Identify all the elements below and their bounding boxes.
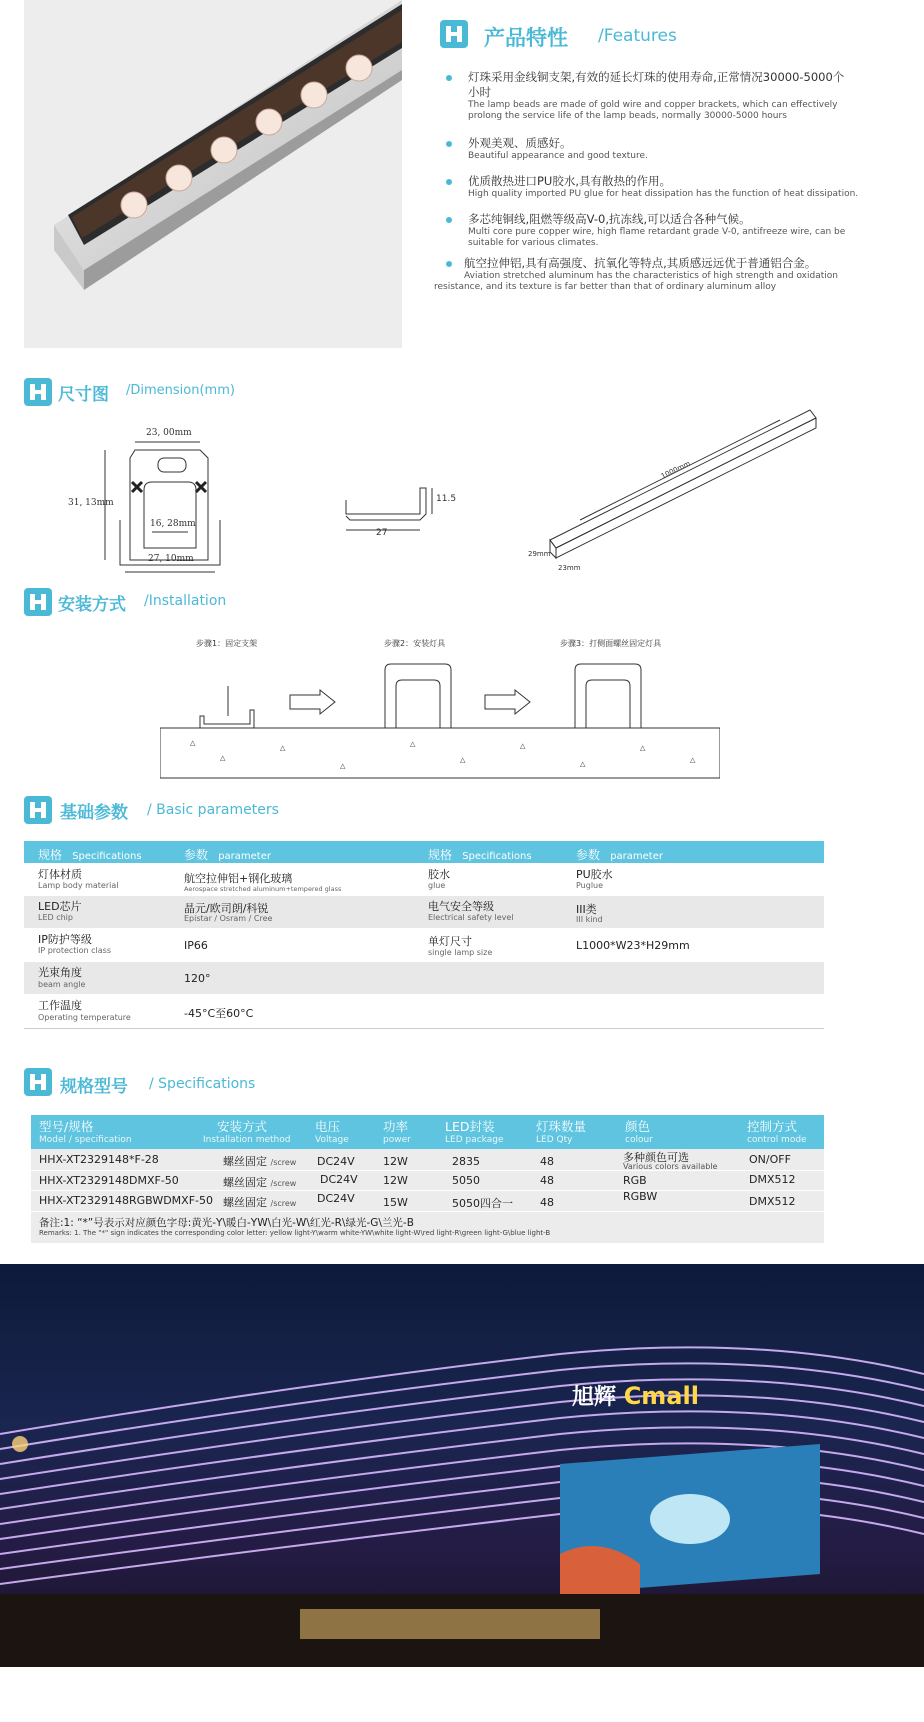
- spec-package: 5050: [452, 1174, 480, 1187]
- installation-diagram: [160, 650, 720, 780]
- feature-text-en: The lamp beads are made of gold wire and copper brackets, which can effectively: [468, 100, 838, 110]
- feature-text-en: Multi core pure copper wire, high flame retardant grade V-0, antifreeze wire, can be: [468, 227, 846, 237]
- feature-text-en: Beautiful appearance and good texture.: [468, 151, 648, 161]
- param-key-en: LED chip: [38, 913, 73, 922]
- dim-label: 23, 00mm: [146, 428, 192, 438]
- header-cn: 颜色: [625, 1119, 651, 1134]
- mall-night-photo: [0, 1264, 924, 1667]
- basic-title: 基础参数: [60, 803, 128, 823]
- spec-model: HHX-XT2329148RGBWDMXF-50: [39, 1194, 213, 1207]
- header-cn: 功率: [383, 1119, 409, 1134]
- specs-remark-cn: 备注:1: “*”号表示对应颜色字母:黄光-Y\暖白-YW\白光-W\红光-R\绿光-G\兰光-B: [39, 1217, 414, 1229]
- table-row: [31, 1171, 824, 1191]
- dim-label: 11.5: [436, 494, 457, 504]
- table-row: [24, 997, 824, 1029]
- header-cn: 规格: [428, 848, 453, 862]
- dimension-profile-drawing: [68, 420, 250, 580]
- svg-text:△: △: [580, 760, 586, 768]
- bullet-icon: [446, 141, 452, 147]
- basic-table-header: [24, 841, 824, 863]
- header-cn: LED封装: [445, 1119, 495, 1134]
- spec-install-en: /screw: [270, 1158, 297, 1167]
- header-en: LED Qty: [536, 1135, 573, 1145]
- basic-subtitle: / Basic parameters: [147, 802, 279, 818]
- mall-facade-illustration: [0, 1264, 924, 1667]
- spec-model: HHX-XT2329148*F-28: [39, 1153, 159, 1166]
- installation-step-label: 步骤3：打侧面螺丝固定灯具: [560, 639, 662, 648]
- dim-label: 29mm: [528, 550, 551, 558]
- feature-item: [446, 212, 906, 249]
- svg-text:△: △: [280, 744, 286, 752]
- feature-text-cn: 外观美观、质感好。: [468, 136, 572, 150]
- param-key: 单灯尺寸: [428, 935, 472, 948]
- spec-voltage: DC24V: [317, 1192, 355, 1205]
- header-en: parameter: [218, 851, 271, 862]
- table-row: [24, 964, 824, 996]
- features-title: 产品特性: [484, 26, 568, 50]
- header-en: colour: [625, 1135, 653, 1145]
- installation-step-label: 步骤1：固定支架: [196, 639, 258, 648]
- header-cn: 安装方式: [217, 1119, 268, 1134]
- svg-text:△: △: [690, 756, 696, 764]
- table-row: [24, 866, 824, 898]
- feature-item: [446, 136, 906, 162]
- header-cn: 型号/规格: [39, 1119, 94, 1134]
- param-value: PU胶水: [576, 868, 613, 881]
- spec-package: 5050四合一: [452, 1197, 513, 1210]
- feature-text-en: resistance, and its texture is far better than that of ordinary aluminum alloy: [434, 282, 777, 292]
- param-value: IP66: [184, 939, 208, 952]
- spec-package: 2835: [452, 1155, 480, 1168]
- led-bar-illustration: [24, 0, 402, 348]
- spec-control: DMX512: [749, 1173, 796, 1186]
- feature-text-cn: 小时: [468, 85, 491, 99]
- specs-h-icon: [24, 1068, 52, 1096]
- table-row: [24, 931, 824, 963]
- feature-item: [446, 174, 906, 200]
- param-key: 工作温度: [38, 999, 82, 1012]
- features-h-icon: [440, 20, 468, 48]
- header-cn: 灯珠数量: [536, 1119, 587, 1134]
- specs-remark-en: Remarks: 1. The "*" sign indicates the corresponding color letter: yellow light-Y\warm white-YW\white light-W\red light-R\green light-G\blue light-B: [39, 1229, 551, 1237]
- spec-install-en: /screw: [270, 1179, 297, 1188]
- spec-control: DMX512: [749, 1195, 796, 1208]
- param-key-en: Operating temperature: [38, 1013, 131, 1022]
- param-value-en: III kind: [576, 915, 603, 924]
- feature-text-en: Aviation stretched aluminum has the characteristics of high strength and oxidation: [464, 271, 838, 281]
- param-value-en: Aerospace stretched aluminum+tempered glass: [184, 885, 342, 893]
- param-key: 胶水: [428, 868, 450, 881]
- feature-text-cn: 优质散热进口PU胶水,具有散热的作用。: [468, 174, 672, 188]
- param-value: 航空拉伸铝+钢化玻璃: [184, 872, 293, 885]
- specs-title: 规格型号: [60, 1077, 128, 1097]
- installation-step-label: 步骤2：安装灯具: [384, 639, 446, 648]
- header-en: Specifications: [72, 851, 142, 862]
- spec-qty: 48: [540, 1155, 554, 1168]
- bullet-icon: [446, 261, 452, 267]
- svg-text:△: △: [190, 739, 196, 747]
- header-en: parameter: [610, 851, 663, 862]
- product-photo: [24, 0, 402, 348]
- svg-text:△: △: [220, 754, 226, 762]
- spec-model: HHX-XT2329148DMXF-50: [39, 1174, 179, 1187]
- spec-color-en: Various colors available: [623, 1162, 718, 1171]
- header-cn: 规格: [38, 848, 63, 862]
- param-key: 光束角度: [38, 966, 82, 979]
- table-row: [31, 1192, 824, 1212]
- spec-color: RGBW: [623, 1190, 658, 1203]
- dimension-h-icon: [24, 378, 52, 406]
- bullet-icon: [446, 217, 452, 223]
- spec-color: RGB: [623, 1174, 647, 1187]
- param-key-en: single lamp size: [428, 948, 493, 957]
- installation-title: 安装方式: [58, 595, 126, 615]
- param-key: 灯体材质: [38, 868, 82, 881]
- dim-label: 27, 10mm: [148, 554, 194, 564]
- feature-text-en: suitable for various climates.: [468, 238, 599, 248]
- header-cn: 参数: [576, 848, 601, 862]
- features-subtitle: /Features: [598, 26, 677, 46]
- feature-text-cn: 航空拉伸铝,具有高强度、抗氧化等特点,其质感远远优于普通铝合金。: [464, 256, 817, 270]
- spec-control: ON/OFF: [749, 1153, 791, 1166]
- dim-label: 31, 13mm: [68, 498, 114, 508]
- param-value-en: Epistar / Osram / Cree: [184, 914, 273, 923]
- header-en: Model / specification: [39, 1135, 132, 1145]
- dim-label: 23mm: [558, 564, 581, 572]
- installation-h-icon: [24, 588, 52, 616]
- dimension-title: 尺寸图: [58, 385, 109, 405]
- spec-install: 螺丝固定: [223, 1176, 267, 1189]
- svg-text:△: △: [460, 756, 466, 764]
- feature-text-cn: 多芯纯铜线,阻燃等级高V-0,抗冻线,可以适合各种气候。: [468, 212, 751, 226]
- spec-voltage: DC24V: [320, 1173, 358, 1186]
- param-key-en: Electrical safety level: [428, 913, 514, 922]
- table-row: [24, 898, 824, 930]
- mall-sign: [572, 1380, 699, 1411]
- dimension-bar-drawing: [520, 390, 830, 580]
- feature-item: [434, 256, 906, 293]
- param-value: III类: [576, 903, 597, 916]
- header-en: Installation method: [203, 1135, 291, 1145]
- param-key: 电气安全等级: [428, 900, 494, 913]
- param-key-en: Lamp body material: [38, 881, 119, 890]
- param-key: IP防护等级: [38, 933, 92, 946]
- installation-subtitle: /Installation: [144, 593, 227, 609]
- svg-text:△: △: [340, 762, 346, 770]
- specs-table-header: [31, 1115, 824, 1149]
- dim-label: 1000mm: [659, 459, 692, 481]
- spec-qty: 48: [540, 1174, 554, 1187]
- bullet-icon: [446, 179, 452, 185]
- spec-power: 12W: [383, 1174, 408, 1187]
- mall-sign-cn: 旭辉: [572, 1385, 617, 1410]
- dimension-subtitle: /Dimension(mm): [126, 383, 235, 398]
- dim-label: 16, 28mm: [150, 519, 196, 529]
- header-en: LED package: [445, 1135, 504, 1145]
- param-value: 120°: [184, 972, 211, 985]
- header-cn: 控制方式: [747, 1119, 798, 1134]
- spec-color: 多种颜色可选: [623, 1151, 689, 1164]
- spec-install: 螺丝固定: [223, 1155, 267, 1168]
- svg-text:△: △: [640, 744, 646, 752]
- param-key-en: IP protection class: [38, 946, 111, 955]
- svg-text:△: △: [410, 740, 416, 748]
- feature-text-en: High quality imported PU glue for heat dissipation has the function of heat dissipation.: [468, 189, 859, 199]
- mall-sign-brand: Cmall: [623, 1382, 699, 1410]
- dim-label: 27: [376, 528, 388, 538]
- spec-install: 螺丝固定: [223, 1196, 267, 1209]
- spec-power: 15W: [383, 1196, 408, 1209]
- header-en: Specifications: [462, 851, 532, 862]
- feature-text-cn: 灯珠采用金线铜支架,有效的延长灯珠的使用寿命,正常情况30000-5000个: [468, 70, 845, 84]
- feature-text-en: prolong the service life of the lamp beads, normally 30000-5000 hours: [468, 111, 787, 121]
- param-value: 晶元/欧司朗/科锐: [184, 902, 269, 915]
- header-cn: 电压: [315, 1119, 341, 1134]
- param-key-en: beam angle: [38, 980, 86, 989]
- header-en: power: [383, 1135, 411, 1145]
- header-en: control mode: [747, 1135, 807, 1145]
- param-value: -45°C至60°C: [184, 1007, 254, 1020]
- header-cn: 参数: [184, 848, 209, 862]
- param-key-en: glue: [428, 881, 446, 890]
- dimension-clip-drawing: [340, 480, 470, 540]
- bullet-icon: [446, 75, 452, 81]
- basic-h-icon: [24, 796, 52, 824]
- param-key: LED芯片: [38, 900, 82, 913]
- header-en: Voltage: [315, 1135, 349, 1145]
- param-value-en: Puglue: [576, 881, 604, 890]
- spec-qty: 48: [540, 1196, 554, 1209]
- spec-voltage: DC24V: [317, 1155, 355, 1168]
- feature-item: [446, 70, 906, 122]
- svg-text:△: △: [520, 742, 526, 750]
- specs-subtitle: / Specifications: [149, 1076, 256, 1092]
- spec-install-en: /screw: [270, 1199, 297, 1208]
- spec-power: 12W: [383, 1155, 408, 1168]
- table-row: [31, 1151, 824, 1171]
- param-value: L1000*W23*H29mm: [576, 939, 690, 952]
